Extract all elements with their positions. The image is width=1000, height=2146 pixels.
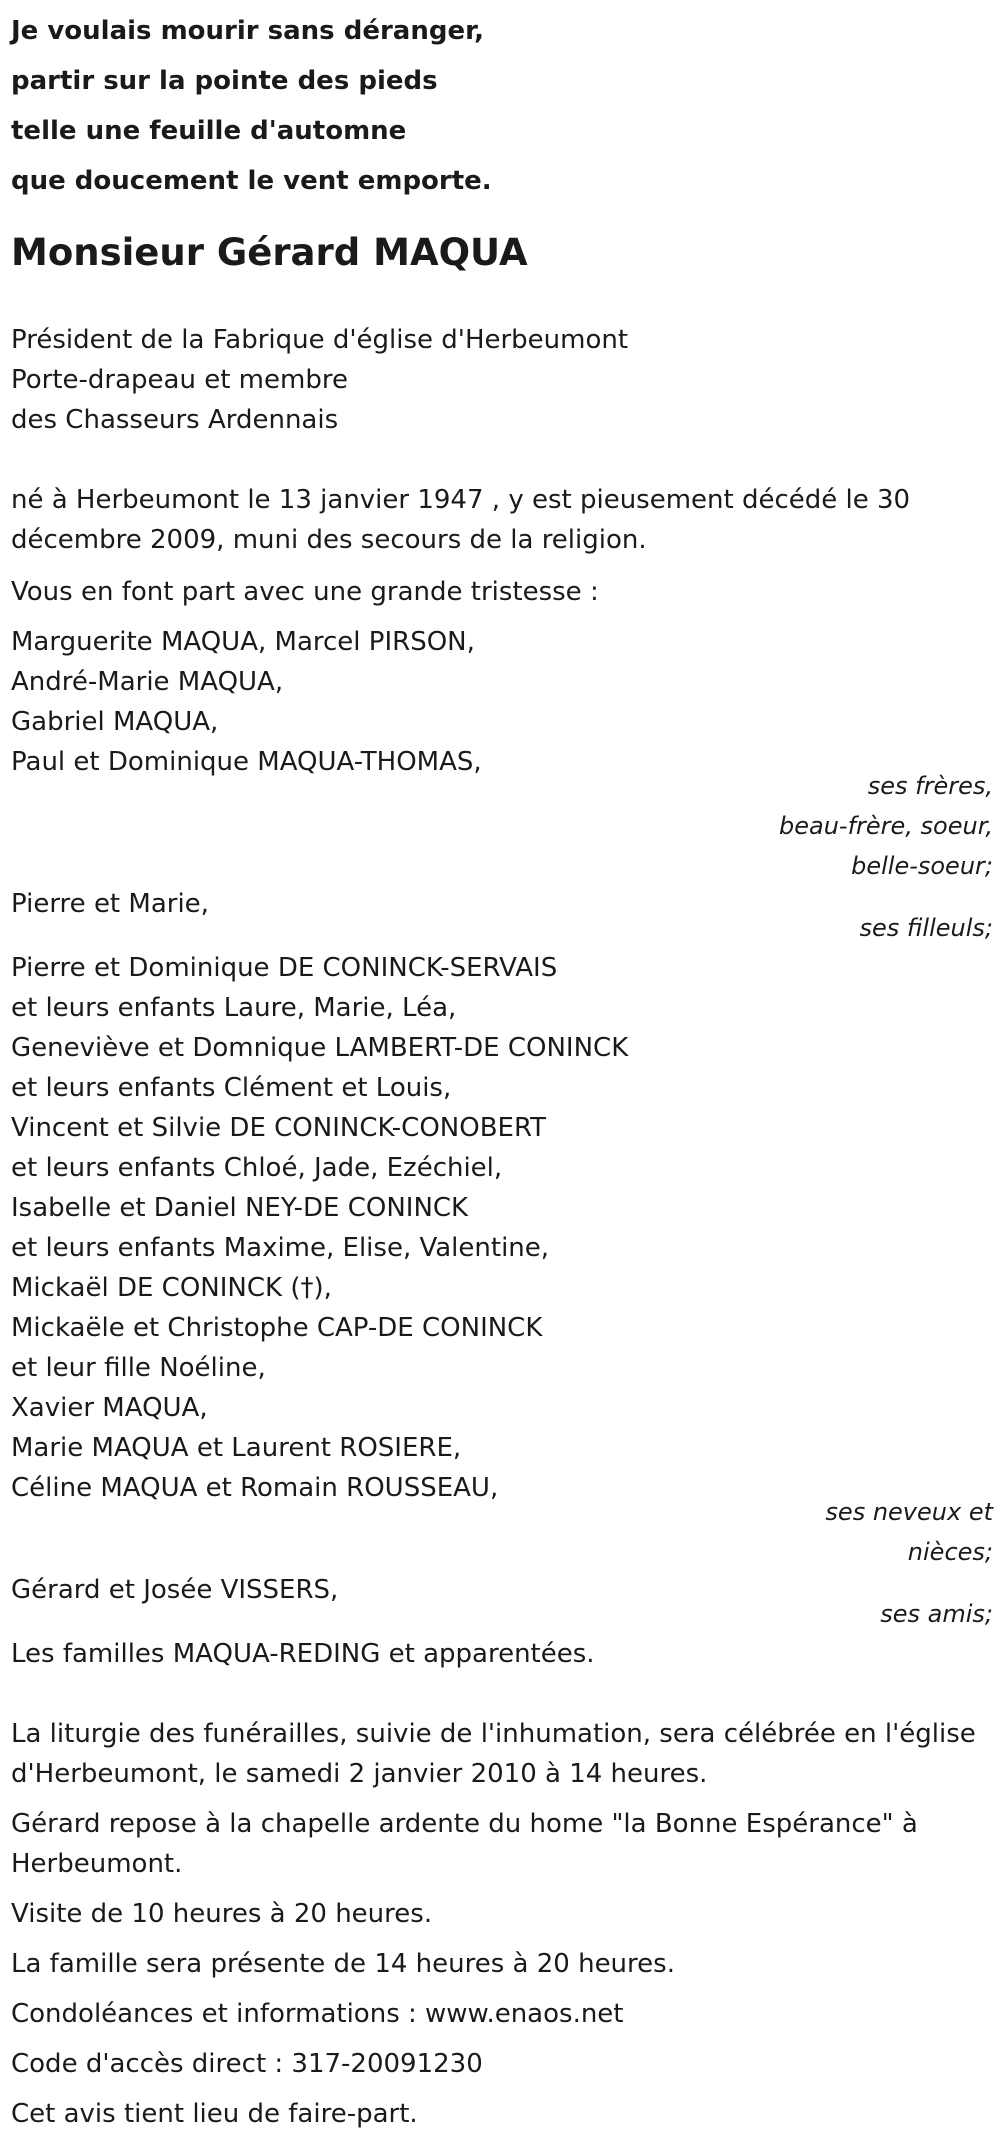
access-code (11, 2044, 993, 2084)
nephews-role (11, 1492, 993, 1572)
list-item: Marguerite MAQUA, Marcel PIRSON, (11, 627, 475, 657)
godchildren-role (11, 908, 993, 948)
poem-line: partir sur la pointe des pieds (11, 66, 438, 96)
list-item: Vincent et Silvie DE CONINCK-CONOBERT (11, 1113, 547, 1143)
liturgy-text: La liturgie des funérailles, suivie de l'inhumation, sera célébrée en l'église d'Herbeumont, le samedi 2 janvier 2010 à 14 heures. (11, 1719, 976, 1789)
title-line: Président de la Fabrique d'église d'Herbeumont (11, 325, 629, 355)
role-line: nièces; (907, 1538, 993, 1566)
list-item: André-Marie MAQUA, (11, 667, 284, 697)
poem (11, 6, 492, 206)
title-line: Porte-drapeau et membre (11, 365, 348, 395)
role-line: ses frères, (867, 772, 993, 800)
list-item: et leur fille Noéline, (11, 1353, 266, 1383)
closing-text: Cet avis tient lieu de faire-part. (11, 2099, 418, 2129)
list-item: Gérard et Josée VISSERS, (11, 1575, 339, 1605)
role-line: ses neveux et (825, 1498, 993, 1526)
list-item: Pierre et Marie, (11, 889, 209, 919)
list-item: et leurs enfants Laure, Marie, Léa, (11, 993, 457, 1023)
visit-text: Visite de 10 heures à 20 heures. (11, 1899, 433, 1929)
list-item: Pierre et Dominique DE CONINCK-SERVAIS (11, 953, 558, 983)
friends-role (11, 1594, 993, 1634)
titles (11, 320, 993, 440)
condolences-text: Condoléances et informations : www.enaos.net (11, 1999, 624, 2029)
families-text: Les familles MAQUA-REDING et apparentées. (11, 1639, 595, 1669)
list-item: Isabelle et Daniel NEY-DE CONINCK (11, 1193, 469, 1223)
list-item: et leurs enfants Chloé, Jade, Ezéchiel, (11, 1153, 503, 1183)
role-line: ses filleuls; (859, 914, 993, 942)
poem-line: telle une feuille d'automne (11, 116, 407, 146)
family-presence-text: La famille sera présente de 14 heures à 20 heures. (11, 1949, 675, 1979)
families (11, 1634, 993, 1674)
closing (11, 2094, 993, 2134)
role-line: beau-frère, soeur, (778, 812, 993, 840)
siblings-role (11, 766, 993, 886)
poem-line: Je voulais mourir sans déranger, (11, 16, 484, 46)
nephews-list (11, 948, 993, 1508)
list-item: Paul et Dominique MAQUA-THOMAS, (11, 747, 482, 777)
poem-line: que doucement le vent emporte. (11, 166, 492, 196)
list-item: Marie MAQUA et Laurent ROSIERE, (11, 1433, 462, 1463)
visit (11, 1894, 993, 1934)
condolences (11, 1994, 993, 2034)
role-line: belle-soeur; (851, 852, 993, 880)
access-code-text: Code d'accès direct : 317-20091230 (11, 2049, 483, 2079)
list-item: Xavier MAQUA, (11, 1393, 208, 1423)
announcement-text: Vous en font part avec une grande tristesse : (11, 577, 599, 607)
title-line: des Chasseurs Ardennais (11, 405, 339, 435)
list-item: et leurs enfants Clément et Louis, (11, 1073, 452, 1103)
family-presence (11, 1944, 993, 1984)
birth-death-text: né à Herbeumont le 13 janvier 1947 , y est pieusement décédé le 30 décembre 2009, muni des secours de la religion. (11, 485, 911, 555)
list-item: Geneviève et Domnique LAMBERT-DE CONINCK (11, 1033, 629, 1063)
list-item: Mickaël DE CONINCK (†), (11, 1273, 332, 1303)
role-line: ses amis; (880, 1600, 993, 1628)
list-item: Mickaële et Christophe CAP-DE CONINCK (11, 1313, 543, 1343)
list-item: et leurs enfants Maxime, Elise, Valentine, (11, 1233, 550, 1263)
announcement (11, 572, 993, 612)
siblings-list (11, 622, 993, 782)
rest-text: Gérard repose à la chapelle ardente du home "la Bonne Espérance" à Herbeumont. (11, 1809, 918, 1879)
list-item: Gabriel MAQUA, (11, 707, 219, 737)
list-item: Céline MAQUA et Romain ROUSSEAU, (11, 1473, 499, 1503)
deceased-name: Monsieur Gérard MAQUA (11, 231, 528, 274)
